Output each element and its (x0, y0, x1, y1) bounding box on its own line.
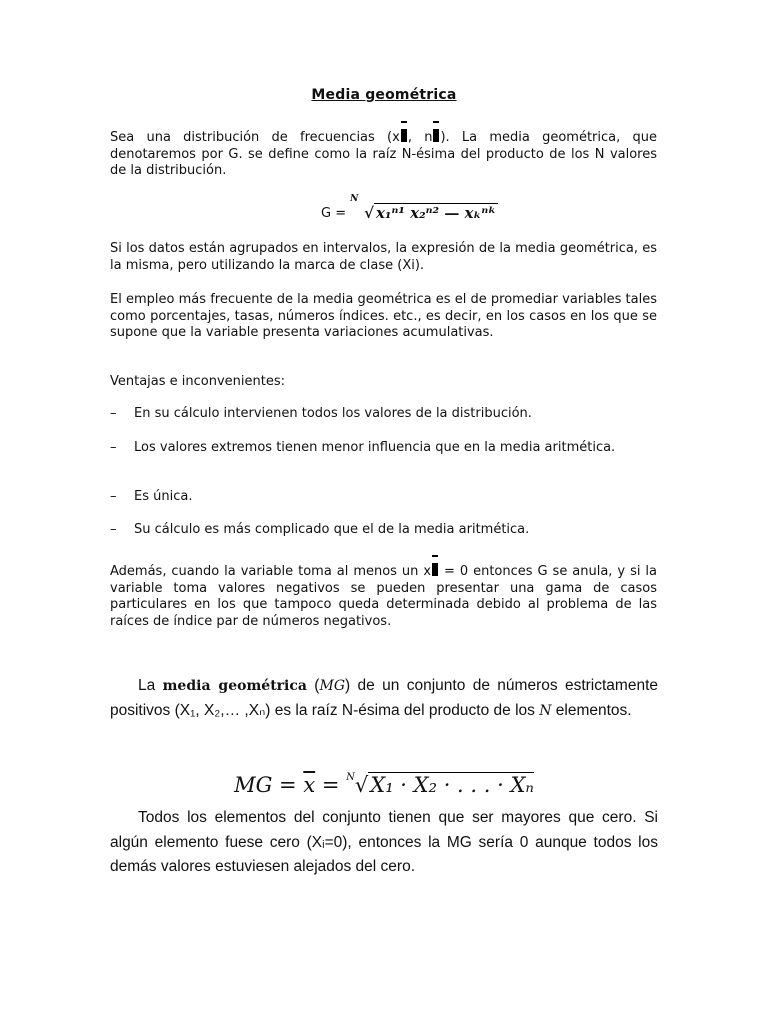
list-item-text: Es única. (134, 489, 193, 504)
paragraph-definition (110, 674, 658, 723)
mg-formula-eq: = (315, 773, 347, 797)
list-item (110, 440, 657, 457)
formula-lhs: G = (321, 205, 347, 221)
def-text-a: La (138, 677, 163, 694)
def-bold-term: media geométrica (162, 678, 307, 694)
list-item-text: En su cálculo intervienen todos los valores de la distribución. (134, 406, 532, 421)
positive-req-text: Todos los elementos del conjunto tienen que ser mayores que cero. Si algún elemento fuese cero (Xᵢ=0), entonces la MG sería 0 aunque todos los demás valores estuviesen alejados del cero. (110, 809, 658, 875)
geometric-mean-formula (321, 196, 498, 230)
intro-text-a: Sea una distribución de frecuencias (x (110, 130, 400, 145)
def-n-symbol: N (539, 702, 552, 719)
intro-paragraph (110, 129, 657, 180)
list-item (110, 489, 657, 506)
heading-ventajas: Ventajas e inconvenientes: (110, 374, 286, 389)
def-text-c: ) de un conjunto de números estrictamente positivos (X₁, X₂,… ,Xₙ) es la raíz N-ésima del producto de los (110, 677, 658, 719)
root-radicand: x₁ⁿ¹ x₂ⁿ² — xₖⁿᵏ (375, 204, 497, 222)
paragraph-positive-requirement (110, 806, 658, 880)
mg-root-radicand: X₁ · X₂ · . . . · Xₙ (370, 773, 534, 797)
paragraph-zero-case (110, 563, 657, 630)
mg-root-index: N (346, 772, 355, 783)
list-dash: – (110, 440, 117, 455)
page-title: Media geométrica (311, 87, 457, 103)
zero-case-text-b: = 0 entonces G se anula, y si la variable toma valores negativos se pueden presentar una gama de casos particulares en los que tampoco queda determinada debido al problema de las raíces de índice par de números negativos. (110, 564, 657, 629)
mg-formula-lhs: MG = (234, 773, 304, 797)
mg-formula-xbar: $\overline{x}$ (303, 773, 316, 797)
paragraph-usage: El empleo más frecuente de la media geométrica es el de promediar variables tales como porcentajes, tasas, números índices. etc., es decir, en los casos en los que se supone que la variable presenta variaciones acumulativas. (110, 292, 657, 340)
subscript-placeholder-icon (433, 129, 439, 142)
list-item (110, 522, 657, 539)
subscript-placeholder-icon (401, 129, 407, 142)
list-dash: – (110, 489, 117, 504)
def-mg-symbol: MG (319, 678, 346, 694)
zero-case-text-a: Además, cuando la variable toma al menos un x (110, 564, 432, 579)
intro-text-c: ). La media geométrica, que denotaremos por G. se define como la raíz N-ésima del producto de los N valores de la distribución. (110, 130, 657, 178)
list-item-text: Los valores extremos tienen menor influencia que en la media aritmética. (134, 440, 616, 455)
list-dash: – (110, 406, 117, 421)
mg-formula: MG = $\overline{x} = ^N√X_1 \cdot X_2$ · . . . · Xₙ (234, 772, 534, 797)
def-text-d: elementos. (551, 701, 632, 719)
intro-text-b: , n (407, 130, 433, 145)
def-text-b: ( (306, 677, 320, 694)
list-item-text: Su cálculo es más complicado que el de la media aritmética. (134, 522, 530, 537)
root-index: N (350, 194, 359, 204)
list-dash: – (110, 522, 117, 537)
nth-root: N √ x₁ⁿ¹ x₂ⁿ² — xₖⁿᵏ (350, 194, 497, 222)
list-item (110, 406, 657, 423)
subscript-placeholder-icon (432, 563, 438, 576)
paragraph-grouped-data: Si los datos están agrupados en intervalos, la expresión de la media geométrica, es la misma, pero utilizando la marca de clase (Xi). (110, 241, 657, 273)
